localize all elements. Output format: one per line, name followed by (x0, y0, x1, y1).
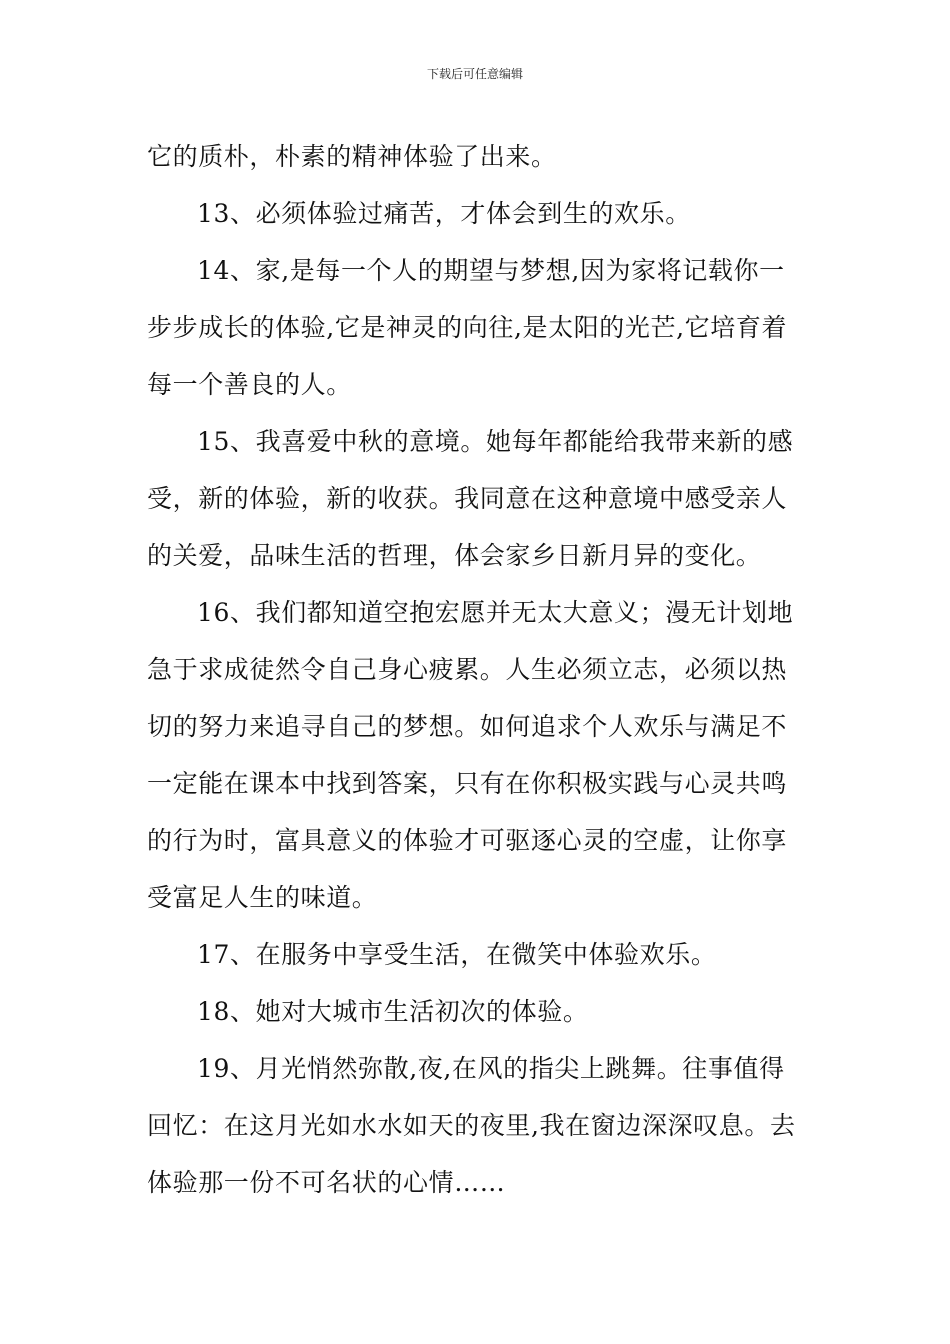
text-line: 19、月光悄然弥散,夜,在风的指尖上跳舞。往事值得 (197, 1054, 785, 1083)
document-body (147, 128, 809, 1211)
text-line: 它的质朴，朴素的精神体验了出来。 (147, 142, 557, 171)
text-line: 16、我们都知道空抱宏愿并无太大意义；漫无计划地 (197, 598, 794, 627)
text-line: 的行为时，富具意义的体验才可驱逐心灵的空虚，让你享 (147, 826, 788, 855)
text-line: 一定能在课本中找到答案，只有在你积极实践与心灵共鸣 (147, 769, 788, 798)
text-line: 切的努力来追寻自己的梦想。如何追求个人欢乐与满足不 (147, 712, 788, 741)
text-line: 受，新的体验，新的收获。我同意在这种意境中感受亲人 (147, 484, 788, 513)
text-line: 体验那一份不可名状的心情…… (147, 1168, 506, 1197)
paragraph-13 (147, 185, 809, 242)
text-line: 步步成长的体验,它是神灵的向往,是太阳的光芒,它培育着 (147, 313, 788, 342)
text-line: 的关爱，品味生活的哲理，体会家乡日新月异的变化。 (147, 541, 762, 570)
paragraph-continuation (147, 128, 809, 185)
text-line: 受富足人生的味道。 (147, 883, 378, 912)
paragraph-16 (147, 584, 809, 926)
text-line: 15、我喜爱中秋的意境。她每年都能给我带来新的感 (197, 427, 794, 456)
paragraph-15 (147, 413, 809, 584)
text-line: 18、她对大城市生活初次的体验。 (197, 997, 589, 1026)
paragraph-18 (147, 983, 809, 1040)
paragraph-17 (147, 926, 809, 983)
text-line: 17、在服务中享受生活，在微笑中体验欢乐。 (197, 940, 717, 969)
text-line: 每一个善良的人。 (147, 370, 352, 399)
text-line: 回忆：在这月光如水水如天的夜里,我在窗边深深叹息。去 (147, 1111, 796, 1140)
text-line: 急于求成徒然令自己身心疲累。人生必须立志，必须以热 (147, 655, 788, 684)
page-header: 下载后可任意编辑 (426, 67, 523, 81)
text-line: 14、家,是每一个人的期望与梦想,因为家将记载你一 (197, 256, 785, 285)
paragraph-14 (147, 242, 809, 413)
paragraph-19 (147, 1040, 809, 1211)
text-line: 13、必须体验过痛苦，才体会到生的欢乐。 (197, 199, 691, 228)
